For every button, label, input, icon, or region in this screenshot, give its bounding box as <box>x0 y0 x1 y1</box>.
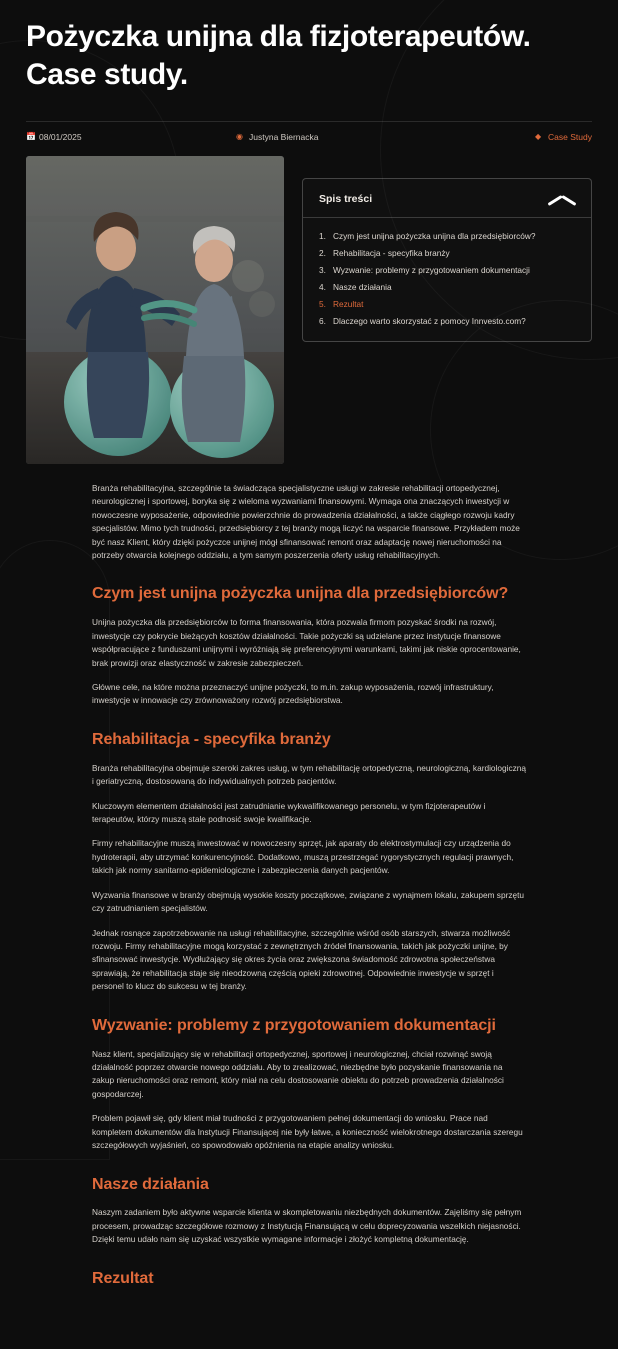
section-paragraph: Firmy rehabilitacyjne muszą inwestować w nowoczesny sprzęt, jak aparaty do elektrostymulacji czy urządzenia do hydroterapii, aby utrzymać konkurencyjność. Dodatkowo, muszą przestrzegać rygorystycznych regulacji prawnych, takich jak normy sanitarno-epidemiologiczne i zabezpieczenia danych pacjentów. <box>92 838 514 876</box>
photo-column <box>26 156 284 464</box>
article-body <box>0 464 618 1349</box>
meta-date <box>26 132 236 142</box>
toc-header[interactable] <box>303 179 591 218</box>
toc-item[interactable]: Wyzwanie: problemy z przygotowaniem dokumentacji <box>333 264 530 275</box>
chevron-up-icon[interactable] <box>549 192 575 206</box>
section-heading: Nasze działania <box>92 1175 209 1193</box>
hero-photo <box>26 156 284 464</box>
section-heading: Wyzwanie: problemy z przygotowaniem dokumentacji <box>92 1016 496 1034</box>
toc-item[interactable]: Rehabilitacja - specyfika branży <box>333 247 450 258</box>
toc-title: Spis treści <box>319 192 373 205</box>
section-paragraph: Kluczowym elementem działalności jest zatrudnianie wykwalifikowanego personelu, w tym fizjoterapeutów i terapeutów, którzy muszą stale podnosić swoje kwalifikacje. <box>92 800 486 824</box>
calendar-icon: 📅 <box>26 131 36 141</box>
toc-list <box>303 218 591 341</box>
meta-date-text: 08/01/2025 <box>39 131 82 142</box>
section-paragraph: Nasz klient, specjalizujący się w rehabilitacji ortopedycznej, sportowej i neurologicznej, chciał rozwinąć swoją działalność poprzez otwarcie nowego oddziału. Aby to zrealizować, niezbędne było pozyskanie finansowania na zakup nieruchomości oraz remont, który miał na celu dostosowanie obiektu do potrzeb prowadzenia działalności gospodarczej. <box>92 1048 504 1099</box>
section-heading: Rezultat <box>92 1269 154 1287</box>
article-meta-bar <box>26 121 592 142</box>
toc-item[interactable]: Rezultat <box>333 298 364 309</box>
toc-item[interactable]: Nasze działania <box>333 281 392 292</box>
user-icon: ◉ <box>236 131 243 141</box>
meta-tag[interactable] <box>535 132 592 142</box>
meta-author-text: Justyna Biernacka <box>249 131 319 142</box>
section-paragraph: Główne cele, na które można przeznaczyć unijne pożyczki, to m.in. zakup wyposażenia, rozwój infrastruktury, inwestycje w innowacje czy zrównoważony rozwój przedsiębiorstwa. <box>92 681 494 706</box>
article-intro: Branża rehabilitacyjna, szczególnie ta świadcząca specjalistyczne usługi w zakresie rehabilitacji ortopedycznej, neurologicznej i sportowej, boryka się z wieloma wyzwaniami finansowymi. Wymaga ona znaczących inwestycji w nowoczesne wyposażenie, odpowiednie powierzchnie do prowadzenia działalności, a także ciągłego rozwoju kadry specjalistów. Mimo tych trudności, przedsiębiorcy z tej branży mogą liczyć na wsparcie finansowe. Przykładem może być nasz Klient, który dzięki pożyczce unijnej mógł sfinansować remont oraz adaptację nowej nieruchomości na potrzeby otwarcia kolejnego oddziału, a tym samym poszerzenia oferty usług rehabilitacyjnych. <box>92 482 520 560</box>
section-paragraph: Problem pojawił się, gdy klient miał trudności z przygotowaniem pełnej dokumentacji do wniosku. Prace nad kompletem dokumentów dla Instytucji Finansującej nie były łatwe, a konieczność wielokrotnego dostarczania szeregu szczegółowych wyjaśnień, co spowodowało opóźnienia na etapie analizy wniosku. <box>92 1113 523 1151</box>
section-paragraph: Jednak rosnące zapotrzebowanie na usługi rehabilitacyjne, szczególnie wśród osób starszych, stwarza możliwość rozwoju. Firmy rehabilitacyjne mogą korzystać z zewnętrznych źródeł finansowania, takich jak pożyczki unijne, by sfinansować inwestycje. Wydłużający się okres życia oraz zwiększona świadomość zdrowotna społeczeństwa sprawiają, że rehabilitacja staje się nieodzowną częścią opieki zdrowotnej. Odpowiednie inwestycje w sprzęt i personel to klucz do sukcesu w tej branży. <box>92 927 511 992</box>
page-bottom-spacer <box>92 1301 526 1309</box>
tag-icon: ◆ <box>535 131 542 141</box>
toc-column <box>302 156 592 342</box>
meta-tag-text: Case Study <box>548 131 592 142</box>
page-title: Pożyczka unijna dla fizjoterapeutów. Case study. <box>26 20 531 92</box>
section-heading: Czym jest unijna pożyczka unijna dla przedsiębiorców? <box>92 585 509 603</box>
section-paragraph: Wyzwania finansowe w branży obejmują wysokie koszty początkowe, związane z wynajmem lokalu, zakupem sprzętu czy zatrudnianiem specjalistów. <box>92 889 525 914</box>
section-paragraph: Naszym zadaniem było aktywne wsparcie klienta w skompletowaniu niezbędnych dokumentów. Zajęliśmy się pełnym procesem, prowadząc szczegółowe rozmowy z Instytucją Finansującą w celu doprecyzowania wszelkich niejasności. Dzięki temu udało nam się uzyskać wszystkie wymagane informacje i złożyć kompletną dokumentację. <box>92 1207 522 1245</box>
table-of-contents <box>302 178 592 342</box>
section-paragraph: Unijna pożyczka dla przedsiębiorców to forma finansowania, która pozwala firmom pozyskać środki na rozwój, inwestycje czy pokrycie bieżących kosztów działalności. Takie pożyczki są udzielane przez instytucje finansowe współpracujące z funduszami unijnymi i wyróżniają się preferencyjnymi warunkami, takimi jak niskie oprocentowanie, brak prowizji oraz elastyczność w zakresie zabezpieczeń. <box>92 617 521 668</box>
top-content-columns <box>0 142 618 464</box>
section-heading: Rehabilitacja - specyfika branży <box>92 730 331 748</box>
toc-item[interactable]: Dlaczego warto skorzystać z pomocy Innvesto.com? <box>333 315 526 326</box>
toc-item[interactable]: Czym jest unijna pożyczka unijna dla przedsiębiorców? <box>333 230 536 241</box>
meta-author <box>236 132 535 142</box>
hero-header <box>0 0 618 95</box>
section-paragraph: Branża rehabilitacyjna obejmuje szeroki zakres usług, w tym rehabilitację ortopedyczną, neurologiczną, kardiologiczną i geriatryczną, dostosowaną do indywidualnych potrzeb pacjentów. <box>92 762 526 787</box>
